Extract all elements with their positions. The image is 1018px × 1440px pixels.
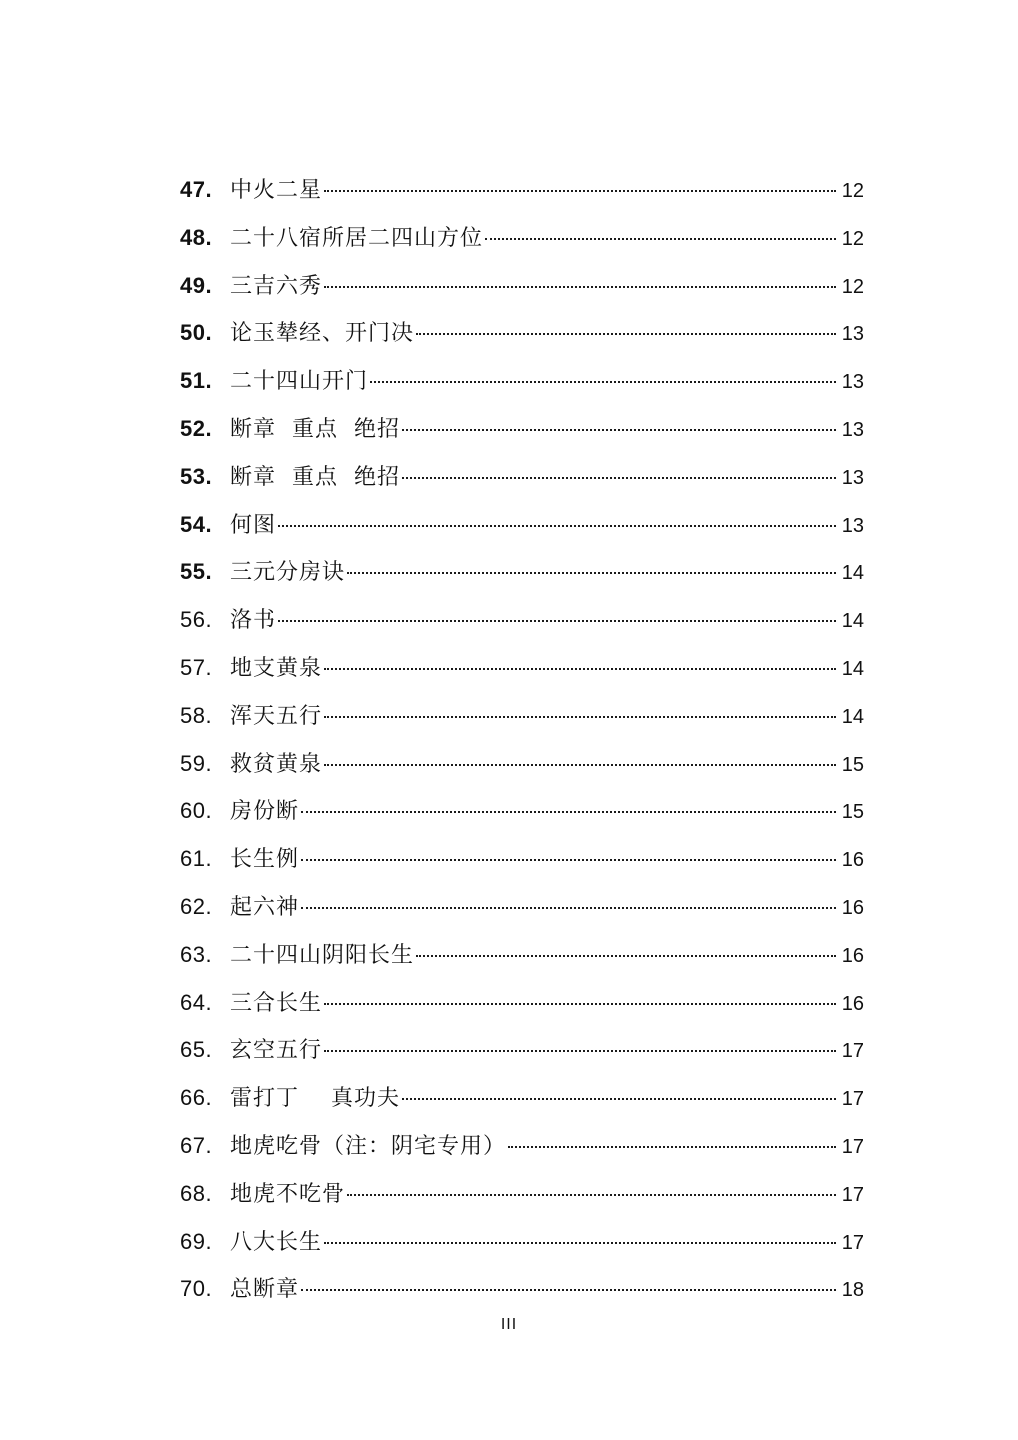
toc-entry-title: 救贫黄泉 bbox=[230, 751, 323, 777]
toc-dot-leader bbox=[324, 716, 836, 718]
toc-dot-leader bbox=[324, 764, 836, 766]
toc-entry[interactable] bbox=[180, 214, 864, 262]
toc-entry-number: 56. bbox=[180, 607, 213, 633]
toc-dot-leader bbox=[324, 1050, 836, 1052]
toc-entry-title: 何图 bbox=[230, 512, 277, 538]
toc-entry-number: 63. bbox=[180, 941, 213, 967]
toc-entry-page: 12 bbox=[841, 227, 864, 250]
toc-dot-leader bbox=[324, 1242, 836, 1244]
toc-dot-leader bbox=[508, 1146, 836, 1148]
toc-entry-page: 16 bbox=[841, 992, 864, 1015]
toc-entry-page: 14 bbox=[841, 657, 864, 680]
toc-entry-title: 二十八宿所居二四山方位 bbox=[230, 225, 484, 251]
toc-entry[interactable] bbox=[180, 309, 864, 357]
toc-entry-page: 14 bbox=[841, 562, 864, 585]
toc-entry[interactable] bbox=[180, 1265, 864, 1313]
toc-dot-leader bbox=[402, 477, 836, 479]
toc-entry-page: 13 bbox=[841, 323, 864, 346]
toc-entry-title: 八大长生 bbox=[230, 1229, 323, 1255]
toc-entry-title: 三元分房诀 bbox=[230, 560, 346, 586]
toc-entry-number: 64. bbox=[180, 989, 213, 1015]
toc-entry[interactable] bbox=[180, 1026, 864, 1074]
toc-dot-leader bbox=[324, 668, 836, 670]
toc-entry-title: 三合长生 bbox=[230, 990, 323, 1016]
toc-entry-number: 66. bbox=[180, 1085, 213, 1111]
toc-entry-title: 断章 重点 绝招 bbox=[230, 464, 400, 490]
toc-entry-page: 17 bbox=[841, 1135, 864, 1158]
table-of-contents bbox=[180, 166, 864, 1313]
toc-entry-page: 17 bbox=[841, 1231, 864, 1254]
toc-entry-number: 49. bbox=[180, 272, 213, 298]
toc-entry-page: 16 bbox=[841, 849, 864, 872]
toc-entry-number: 70. bbox=[180, 1276, 213, 1302]
toc-entry-number: 65. bbox=[180, 1037, 213, 1063]
toc-entry[interactable] bbox=[180, 787, 864, 835]
toc-entry-page: 15 bbox=[841, 801, 864, 824]
toc-entry-number: 47. bbox=[180, 177, 213, 202]
toc-dot-leader bbox=[324, 286, 836, 288]
toc-entry-page: 13 bbox=[841, 514, 864, 537]
toc-entry-number: 62. bbox=[180, 893, 213, 919]
toc-entry-page: 16 bbox=[841, 896, 864, 919]
toc-entry-number: 48. bbox=[180, 224, 213, 250]
toc-entry-title: 浑天五行 bbox=[230, 703, 323, 729]
toc-entry-number: 60. bbox=[180, 798, 213, 824]
toc-entry[interactable] bbox=[180, 1074, 864, 1122]
toc-dot-leader bbox=[301, 907, 836, 909]
toc-entry-number: 67. bbox=[180, 1132, 213, 1158]
toc-dot-leader bbox=[324, 190, 836, 192]
toc-entry-page: 17 bbox=[841, 1183, 864, 1206]
toc-dot-leader bbox=[402, 1098, 836, 1100]
toc-entry[interactable] bbox=[180, 405, 864, 453]
toc-dot-leader bbox=[301, 1289, 836, 1291]
toc-dot-leader bbox=[347, 1194, 836, 1196]
toc-entry-title: 房份断 bbox=[230, 799, 300, 825]
toc-entry[interactable] bbox=[180, 883, 864, 931]
toc-entry-title: 地支黄泉 bbox=[230, 655, 323, 681]
toc-entry-page: 12 bbox=[841, 180, 864, 202]
toc-entry-number: 58. bbox=[180, 702, 213, 728]
toc-entry-page: 13 bbox=[841, 466, 864, 489]
toc-entry-title: 中火二星 bbox=[230, 178, 323, 203]
toc-entry-number: 61. bbox=[180, 846, 213, 872]
toc-entry-title: 断章 重点 绝招 bbox=[230, 416, 400, 442]
toc-entry-title: 三吉六秀 bbox=[230, 273, 323, 299]
toc-entry-page: 18 bbox=[841, 1279, 864, 1302]
toc-entry-title: 起六神 bbox=[230, 894, 300, 920]
toc-entry-title: 雷打丁 真功夫 bbox=[230, 1086, 400, 1112]
toc-dot-leader bbox=[347, 572, 836, 574]
toc-entry[interactable] bbox=[180, 740, 864, 788]
toc-entry[interactable] bbox=[180, 1218, 864, 1266]
toc-entry[interactable] bbox=[180, 453, 864, 501]
toc-entry-title: 总断章 bbox=[230, 1277, 300, 1303]
toc-entry[interactable] bbox=[180, 357, 864, 405]
toc-entry-title: 洛书 bbox=[230, 608, 277, 634]
toc-dot-leader bbox=[301, 859, 836, 861]
toc-entry[interactable] bbox=[180, 166, 864, 214]
toc-entry[interactable] bbox=[180, 262, 864, 310]
toc-entry-title: 二十四山阴阳长生 bbox=[230, 942, 415, 968]
toc-entry-title: 二十四山开门 bbox=[230, 369, 369, 395]
toc-entry-number: 55. bbox=[180, 559, 213, 585]
toc-entry[interactable] bbox=[180, 548, 864, 596]
toc-dot-leader bbox=[278, 620, 836, 622]
toc-dot-leader bbox=[370, 381, 836, 383]
toc-entry[interactable] bbox=[180, 1122, 864, 1170]
toc-dot-leader bbox=[324, 1003, 836, 1005]
toc-entry[interactable] bbox=[180, 596, 864, 644]
toc-entry-title: 地虎吃骨（注：阴宅专用） bbox=[230, 1133, 507, 1159]
toc-entry-number: 50. bbox=[180, 320, 213, 346]
toc-entry-page: 15 bbox=[841, 753, 864, 776]
toc-dot-leader bbox=[416, 333, 836, 335]
toc-dot-leader bbox=[416, 955, 836, 957]
toc-entry[interactable] bbox=[180, 501, 864, 549]
toc-entry-page: 14 bbox=[841, 610, 864, 633]
toc-entry-page: 13 bbox=[841, 418, 864, 441]
toc-entry-title: 论玉辇经、开门决 bbox=[230, 321, 415, 347]
toc-entry[interactable] bbox=[180, 979, 864, 1027]
toc-dot-leader bbox=[301, 811, 836, 813]
toc-entry-title: 长生例 bbox=[230, 847, 300, 873]
toc-entry-number: 59. bbox=[180, 750, 213, 776]
toc-entry-page: 13 bbox=[841, 371, 864, 394]
toc-entry-number: 51. bbox=[180, 368, 213, 394]
toc-entry-number: 68. bbox=[180, 1180, 213, 1206]
toc-entry-number: 69. bbox=[180, 1228, 213, 1254]
toc-entry[interactable] bbox=[180, 931, 864, 979]
toc-entry-page: 14 bbox=[841, 705, 864, 728]
page-number: III bbox=[500, 1316, 518, 1333]
toc-entry-page: 17 bbox=[841, 1040, 864, 1063]
toc-entry[interactable] bbox=[180, 644, 864, 692]
toc-entry[interactable] bbox=[180, 835, 864, 883]
toc-entry-number: 57. bbox=[180, 654, 213, 680]
toc-dot-leader bbox=[485, 238, 836, 240]
toc-entry[interactable] bbox=[180, 1170, 864, 1218]
toc-entry-page: 17 bbox=[841, 1088, 864, 1111]
toc-entry[interactable] bbox=[180, 692, 864, 740]
toc-entry-page: 12 bbox=[841, 275, 864, 298]
toc-entry-title: 玄空五行 bbox=[230, 1038, 323, 1064]
toc-entry-title: 地虎不吃骨 bbox=[230, 1181, 346, 1207]
toc-entry-number: 53. bbox=[180, 463, 213, 489]
toc-entry-number: 54. bbox=[180, 511, 213, 537]
toc-dot-leader bbox=[402, 429, 836, 431]
toc-dot-leader bbox=[278, 525, 836, 527]
toc-entry-page: 16 bbox=[841, 944, 864, 967]
toc-entry-number: 52. bbox=[180, 415, 213, 441]
